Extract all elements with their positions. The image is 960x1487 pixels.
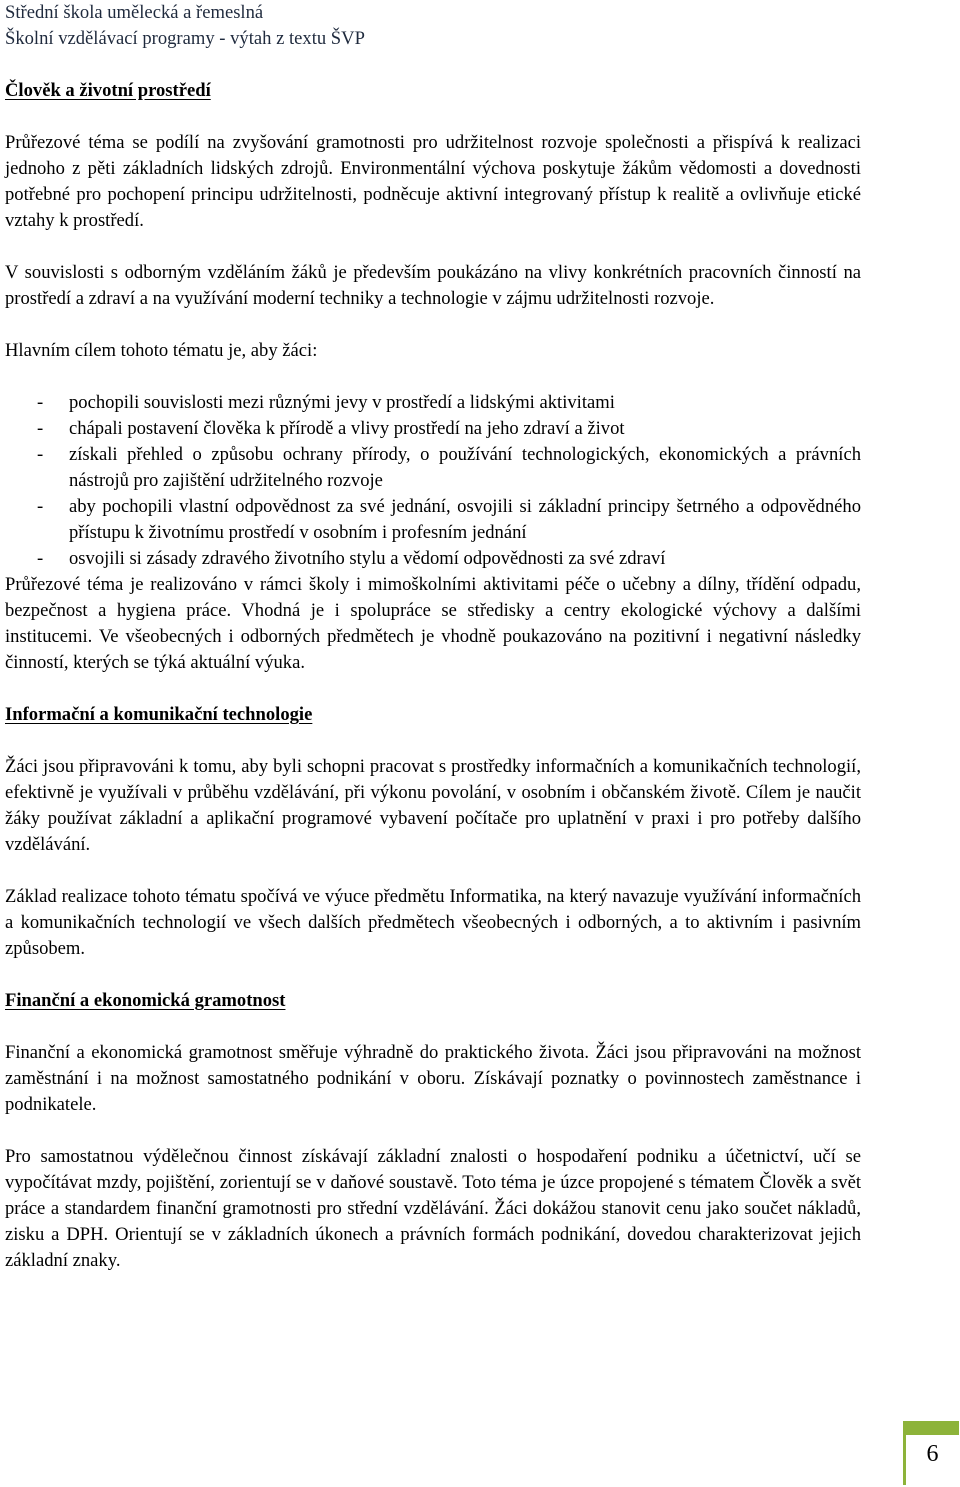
list-item-text: chápali postavení člověka k přírodě a vlivy prostředí na jeho zdraví a život <box>69 418 625 439</box>
paragraph: Finanční a ekonomická gramotnost směřuje výhradně do praktického života. Žáci jsou připravováni na možnost zaměstnání i na možnost samostatného podnikání v oboru. Získávají poznatky o povinnostech zaměstnance i podnikatele. <box>5 1042 861 1115</box>
document-page <box>5 0 861 1274</box>
list-item-text: pochopili souvislosti mezi různými jevy v prostředí a lidskými aktivitami <box>69 392 615 413</box>
section-title-ict: Informační a komunikační technologie <box>5 704 313 725</box>
list-item <box>5 390 861 416</box>
paragraph: Průřezové téma se podílí na zvyšování gramotnosti pro udržitelnost rozvoje společnosti a přispívá k realizaci jednoho z pěti základních lidských zdrojů. Environmentální výchova poskytuje žákům vědomosti a dovednosti potřebné pro pochopení principu udržitelnosti, podněcuje aktivní integrovaný přístup k realitě a ovlivňuje etické vztahy k prostředí. <box>5 132 861 231</box>
paragraph: Základ realizace tohoto tématu spočívá ve výuce předmětu Informatika, na který navazuje využívání informačních a komunikačních technologií ve všech dalších předmětech všeobecných i odborných, a to aktivním i pasivním způsobem. <box>5 886 861 959</box>
paragraph: V souvislosti s odborným vzděláním žáků je především poukázáno na vlivy konkrétních pracovních činností na prostředí a zdraví a na využívání moderní techniky a technologie v zájmu udržitelnosti rozvoje. <box>5 262 861 309</box>
section-title-environment: Člověk a životní prostředí <box>5 80 211 101</box>
accent-bar <box>906 1421 959 1435</box>
goals-intro: Hlavním cílem tohoto tématu je, aby žáci: <box>5 340 318 361</box>
list-item-text: aby pochopili vlastní odpovědnost za své jednání, osvojili si základní principy šetrného a odpovědného přístupu k životnímu prostředí v osobním i profesním jednání <box>69 496 861 543</box>
list-item-text: získali přehled o způsobu ochrany přírody, o používání technologických, ekonomických a právních nástrojů pro zajištění udržitelného rozvoje <box>69 444 861 491</box>
list-item <box>5 442 861 494</box>
school-name: Střední škola umělecká a řemeslná <box>5 2 264 23</box>
bullet-dash: - <box>37 548 44 569</box>
paragraph: Průřezové téma je realizováno v rámci školy i mimoškolními aktivitami péče o učebny a dílny, třídění odpadu, bezpečnost a hygiena práce. Vhodná je i spolupráce se středisky a centry ekologické výchovy a dalšími institucemi. Ve všeobecných i odborných předmětech je vhodně poukazováno na pozitivní i negativní následky činností, kterých se týká aktuální výuka. <box>5 574 861 673</box>
paragraph: Pro samostatnou výdělečnou činnost získávají základní znalosti o hospodaření podniku a účetnictví, učí se vypočítávat mzdy, pojištění, zorientují se v daňové soustavě. Toto téma je úzce propojené s tématem Člověk a svět práce a standardem finanční gramotnosti pro střední vzdělávání. Žáci dokážou stanovit cenu jako součet nákladů, zisku a DPH. Orientují se v základních úkonech a právních formách podnikání, dovedou charakterizovat jejich základní znaky. <box>5 1146 861 1271</box>
bullet-dash: - <box>37 392 44 413</box>
bullet-dash: - <box>37 496 44 517</box>
list-item <box>5 494 861 546</box>
paragraph: Žáci jsou připravováni k tomu, aby byli schopni pracovat s prostředky informačních a komunikačních technologií, efektivně je využívali v průběhu vzdělávání, při výkonu povolání, v osobním i občanském životě. Cílem je naučit žáky používat základní a aplikační programové vybavení počítače pro uplatnění v praxi i pro potřeby dalšího vzdělávání. <box>5 756 861 855</box>
page-number: 6 <box>926 1441 939 1467</box>
bullet-dash: - <box>37 444 44 465</box>
document-header <box>5 0 861 52</box>
section-title-finance: Finanční a ekonomická gramotnost <box>5 990 286 1011</box>
list-item <box>5 546 861 572</box>
document-subtitle: Školní vzdělávací programy - výtah z textu ŠVP <box>5 28 365 49</box>
bullet-dash: - <box>37 418 44 439</box>
goals-list <box>5 390 861 572</box>
page-number-box <box>903 1421 959 1485</box>
list-item-text: osvojili si zásady zdravého životního stylu a vědomí odpovědnosti za své zdraví <box>69 548 666 569</box>
list-item <box>5 416 861 442</box>
